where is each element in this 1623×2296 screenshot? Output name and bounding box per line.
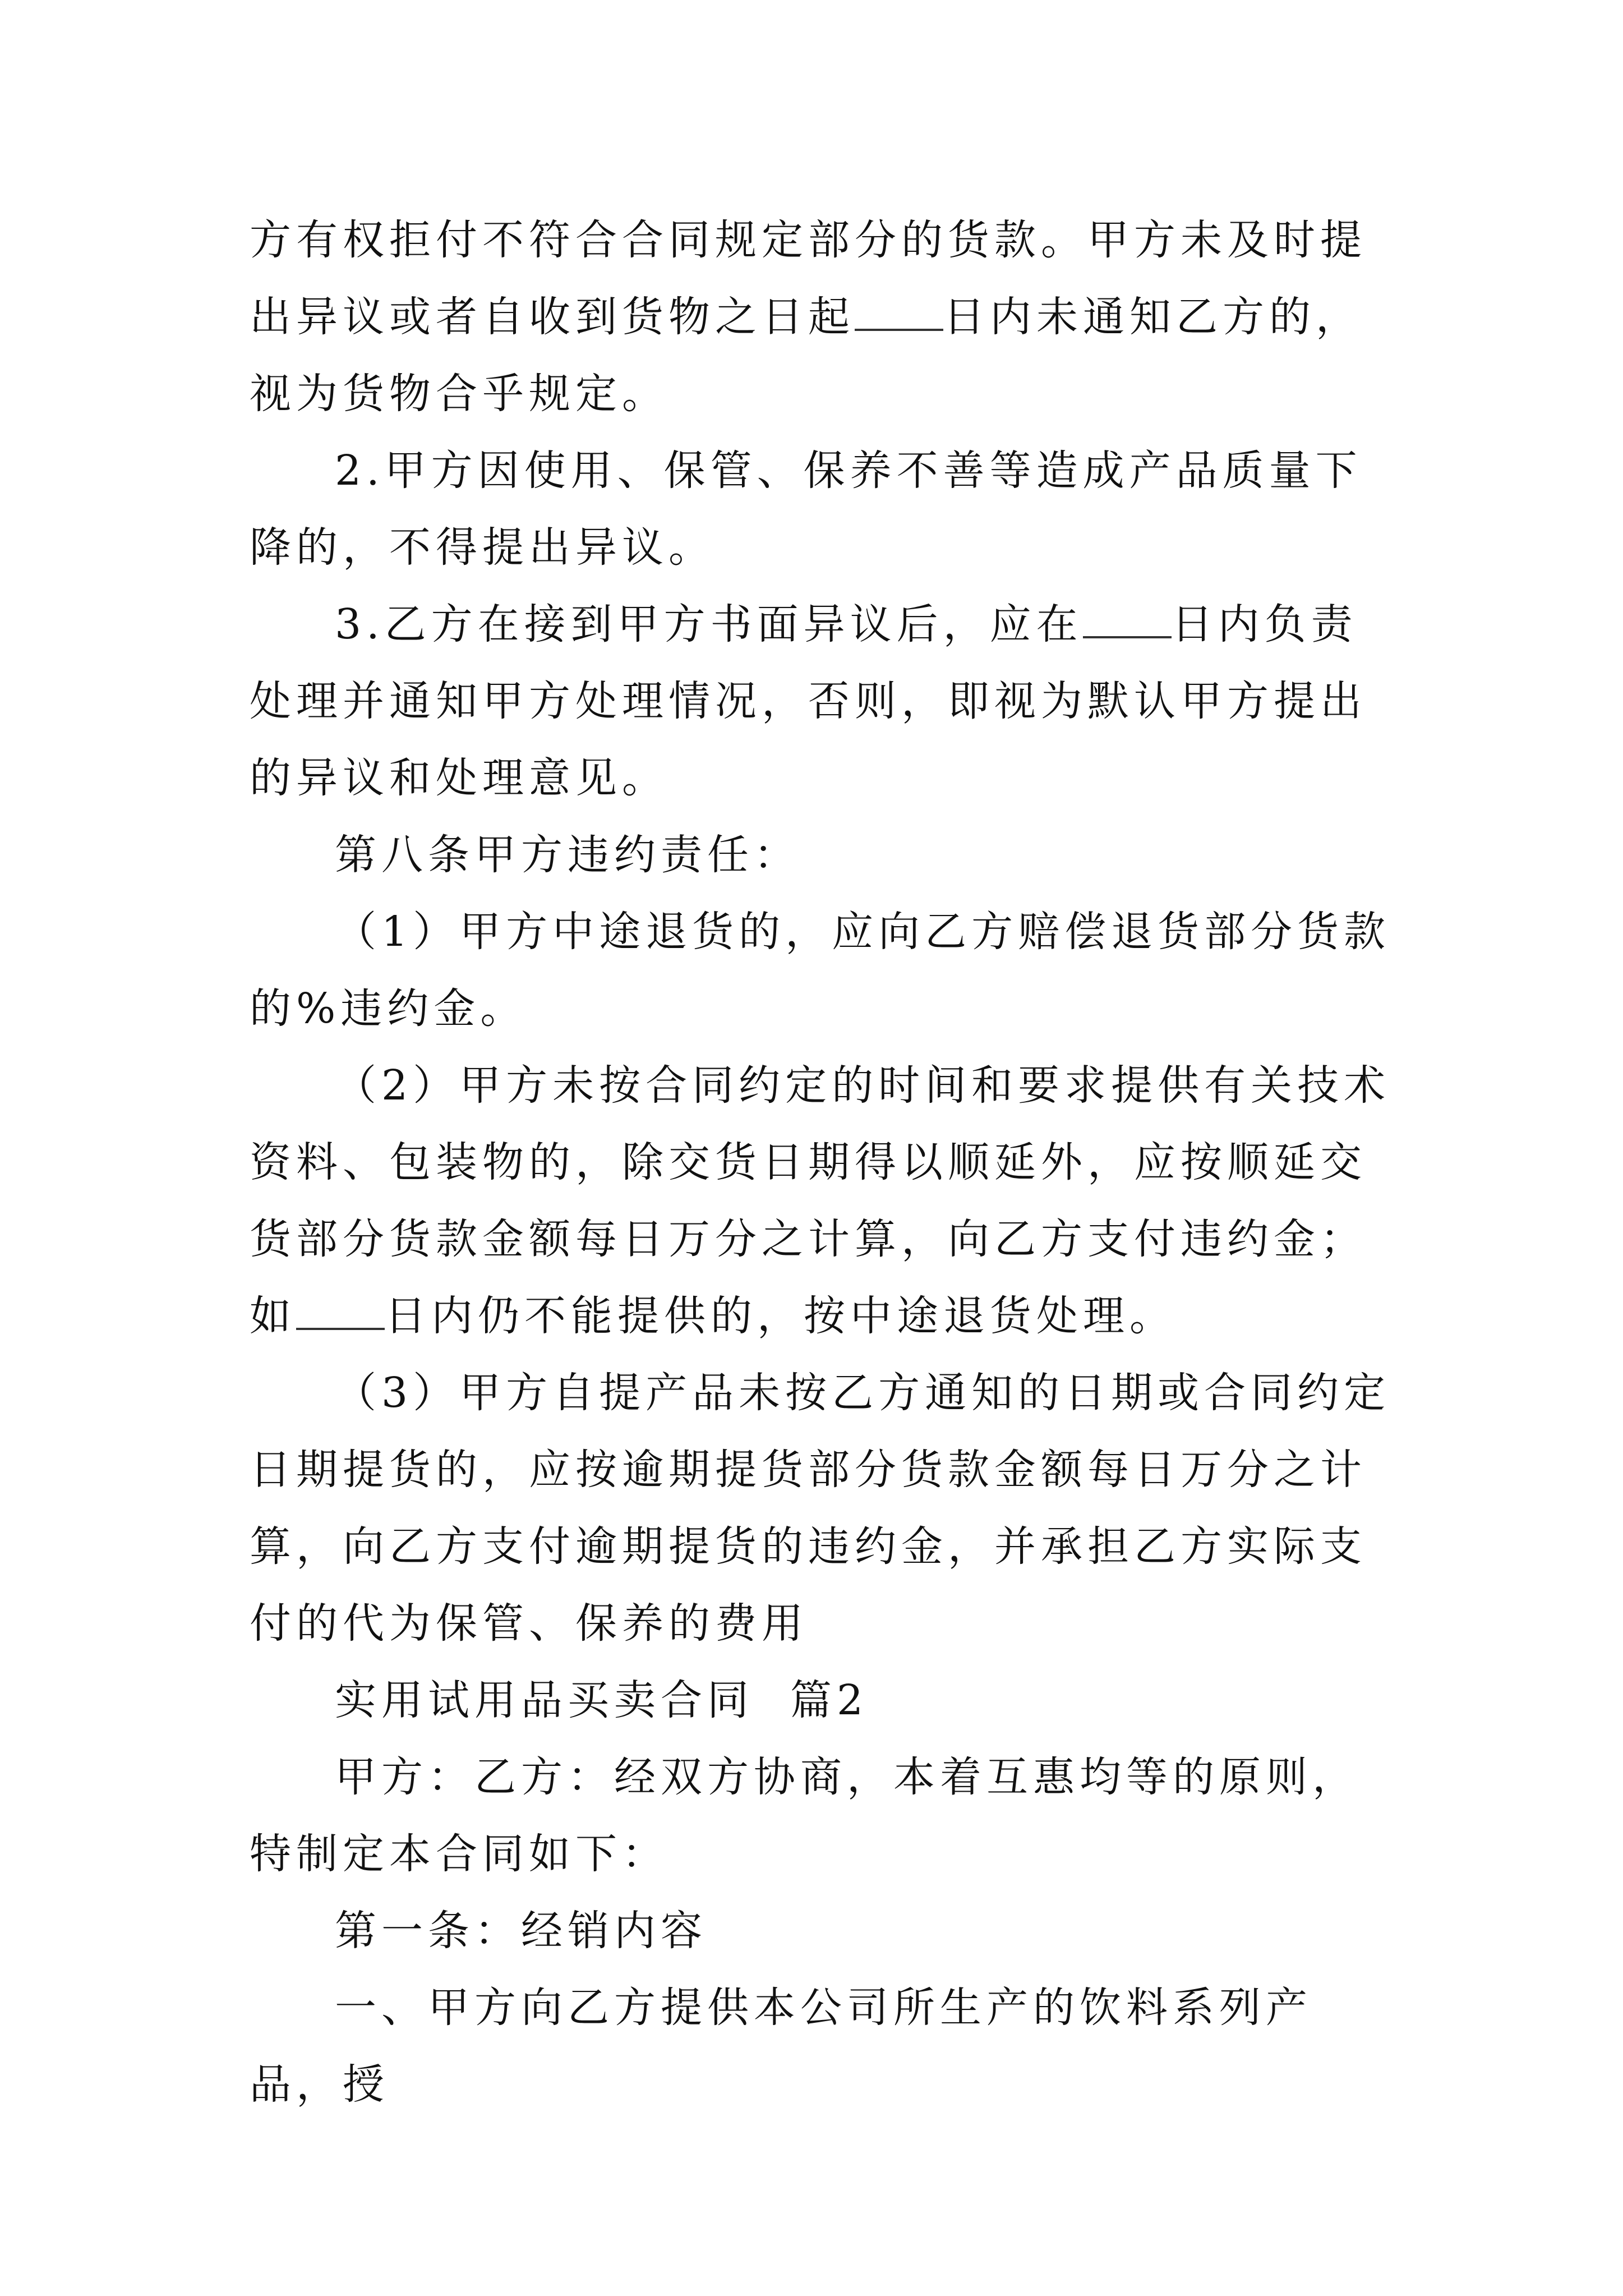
paragraph-6: [250, 1047, 1399, 1355]
fill-in-blank: [1083, 602, 1172, 638]
text-segment: 实用试用品买卖合同 篇2: [335, 1676, 869, 1724]
paragraph-7: [250, 1355, 1399, 1662]
paragraph-11: [250, 1970, 1399, 2123]
paragraph-8-section-title: [250, 1662, 1399, 1739]
paragraph-1: [250, 202, 1399, 432]
text-segment: （3）甲方自提产品未按乙方通知的日期或合同约定日期提货的，应按逾期提货部分货款金额每日万分之计算，向乙方支付逾期提货的违约金，并承担乙方实际支付的代为保管、保养的费用: [250, 1369, 1391, 1648]
text-segment: 一、甲方向乙方提供本公司所生产的饮料系列产品，授: [250, 1984, 1312, 2109]
text-segment: 2.甲方因使用、保管、保养不善等造成产品质量下降的，不得提出异议。: [250, 447, 1362, 572]
fill-in-blank: [296, 1294, 385, 1330]
text-segment: 第一条：经销内容: [335, 1907, 707, 1955]
paragraph-5: [250, 894, 1399, 1047]
paragraph-9: [250, 1739, 1399, 1893]
document-body: [250, 202, 1399, 2123]
text-segment: 方有权拒付不符合合同规定部分的货款。甲方未及时提出异议或者自收到货物之日起: [250, 216, 1367, 341]
fill-in-blank: [855, 295, 943, 331]
paragraph-4-article-heading: [250, 817, 1399, 894]
text-segment: 3.乙方在接到甲方书面异议后，应在: [335, 600, 1083, 648]
text-segment: 第八条甲方违约责任：: [335, 831, 800, 879]
paragraph-10-article-heading: [250, 1893, 1399, 1970]
text-segment: （2）甲方未按合同约定的时间和要求提供有关技术资料、包装物的，除交货日期得以顺延外，应按顺延交货部分货款金额每日万分之计算，向乙方支付违约金；如: [250, 1061, 1391, 1340]
text-segment: （1）甲方中途退货的，应向乙方赔偿退货部分货款的%违约金。: [250, 908, 1391, 1033]
text-segment: 甲方：乙方：经双方协商，本着互惠均等的原则，特制定本合同如下：: [250, 1753, 1359, 1878]
text-segment: 日内仍不能提供的，按中途退货处理。: [385, 1292, 1176, 1340]
paragraph-3: [250, 586, 1399, 817]
paragraph-2: [250, 432, 1399, 586]
text-segment: 日内负责处理并通知甲方处理情况，否则，即视为默认甲方提出的异议和处理意见。: [250, 600, 1367, 802]
text-segment: 日内未通知乙方的，视为货物合乎规定。: [250, 293, 1362, 418]
